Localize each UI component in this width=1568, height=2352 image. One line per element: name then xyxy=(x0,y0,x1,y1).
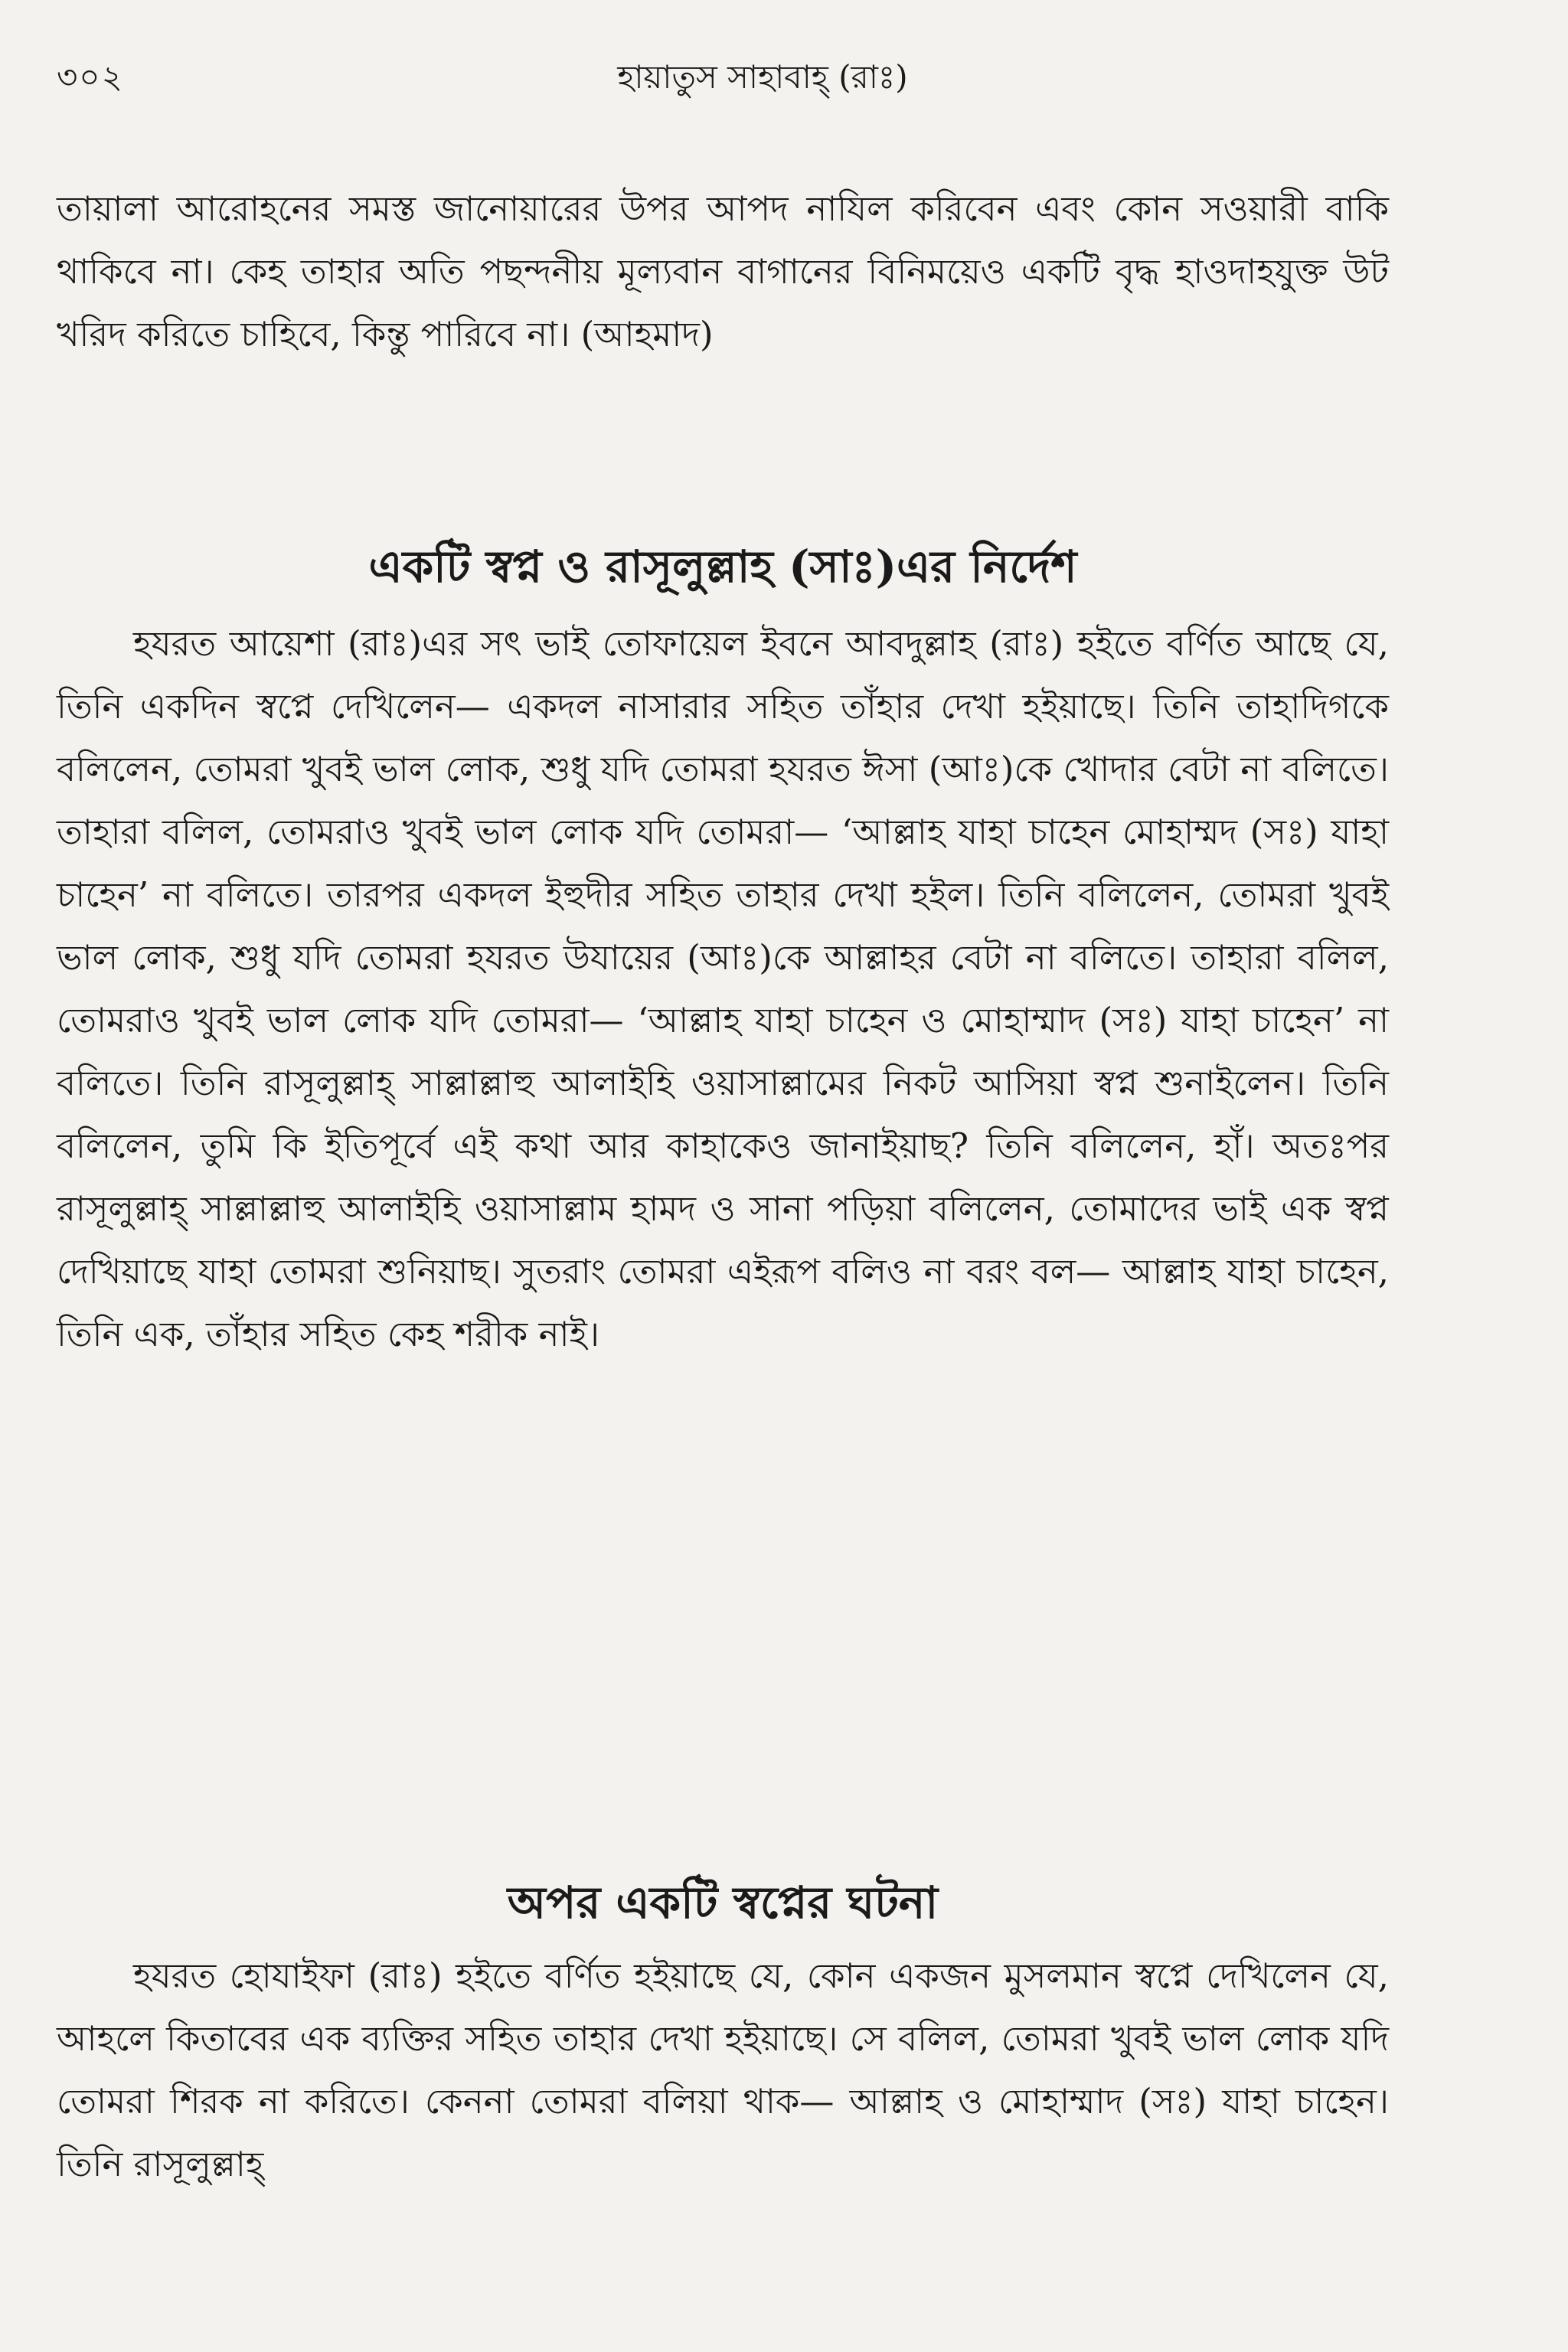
section-heading-another-dream: অপর একটি স্বপ্নের ঘটনা xyxy=(507,1877,939,1929)
section-heading-dream-instruction: একটি স্বপ্ন ও রাসূলুল্লাহ (সাঃ)এর নির্দেশ xyxy=(368,541,1077,593)
section-body-dream-instruction: হযরত আয়েশা (রাঃ)এর সৎ ভাই তোফায়েল ইবনে আবদুল্লাহ (রাঃ) হইতে বর্ণিত আছে যে, তিনি একদিন স্বপ্নে দেখিলেন— একদল নাসারার সহিত তাঁহার দেখা হইয়াছে। তিনি তাহাদিগকে বলিলেন, তোমরা খুবই ভাল লোক, শুধু যদি তোমরা হযরত ঈসা (আঃ)কে খোদার বেটা না বলিতে। তাহারা বলিল, তোমরাও খুবই ভাল লোক যদি তোমরা— ‘আল্লাহ যাহা চাহেন মোহাম্মদ (সঃ) যাহা চাহেন’ না বলিতে। তারপর একদল ইহুদীর সহিত তাহার দেখা হইল। তিনি বলিলেন, তোমরা খুবই ভাল লোক, শুধু যদি তোমরা হযরত উযায়ের (আঃ)কে আল্লাহর বেটা না বলিতে। তাহারা বলিল, তোমরাও খুবই ভাল লোক যদি তোমরা— ‘আল্লাহ যাহা চাহেন ও মোহাম্মাদ (সঃ) যাহা চাহেন’ না বলিতে। তিনি রাসূলুল্লাহ্ সাল্লাল্লাহু আলাইহি ওয়াসাল্লামের নিকট আসিয়া স্বপ্ন শুনাইলেন। তিনি বলিলেন, তুমি কি ইতিপূর্বে এই কথা আর কাহাকেও জানাইয়াছ? তিনি বলিলেন, হাঁ। অতঃপর রাসূলুল্লাহ্ সাল্লাল্লাহু আলাইহি ওয়াসাল্লাম হামদ ও সানা পড়িয়া বলিলেন, তোমাদের ভাই এক স্বপ্ন দেখিয়াছে যাহা তোমরা শুনিয়াছ। সুতরাং তোমরা এইরূপ বলিও না বরং বল— আল্লাহ যাহা চাহেন, তিনি এক, তাঁহার সহিত কেহ শরীক নাই। xyxy=(57,623,1389,1354)
running-header xyxy=(57,44,1468,106)
paragraph-continuation: তায়ালা আরোহনের সমস্ত জানোয়ারের উপর আপদ নাযিল করিবেন এবং কোন সওয়ারী বাকি থাকিবে না। কেহ তাহার অতি পছন্দনীয় মূল্যবান বাগানের বিনিময়েও একটি বৃদ্ধ হাওদাহযুক্ত উট খরিদ করিতে চাহিবে, কিন্তু পারিবে না। (আহমাদ) xyxy=(57,188,1389,354)
section-body-another-dream: হযরত হোযাইফা (রাঃ) হইতে বর্ণিত হইয়াছে যে, কোন একজন মুসলমান স্বপ্নে দেখিলেন যে, আহলে কিতাবের এক ব্যক্তির সহিত তাহার দেখা হইয়াছে। সে বলিল, তোমরা খুবই ভাল লোক যদি তোমরা শিরক না করিতে। কেননা তোমরা বলিয়া থাক— আল্লাহ ও মোহাম্মাদ (সঃ) যাহা চাহেন। তিনি রাসূলুল্লাহ্ xyxy=(57,1955,1389,2184)
book-title: হায়াতুস সাহাবাহ্ (রাঃ) xyxy=(617,58,908,96)
page-number: ৩০২ xyxy=(57,58,124,96)
